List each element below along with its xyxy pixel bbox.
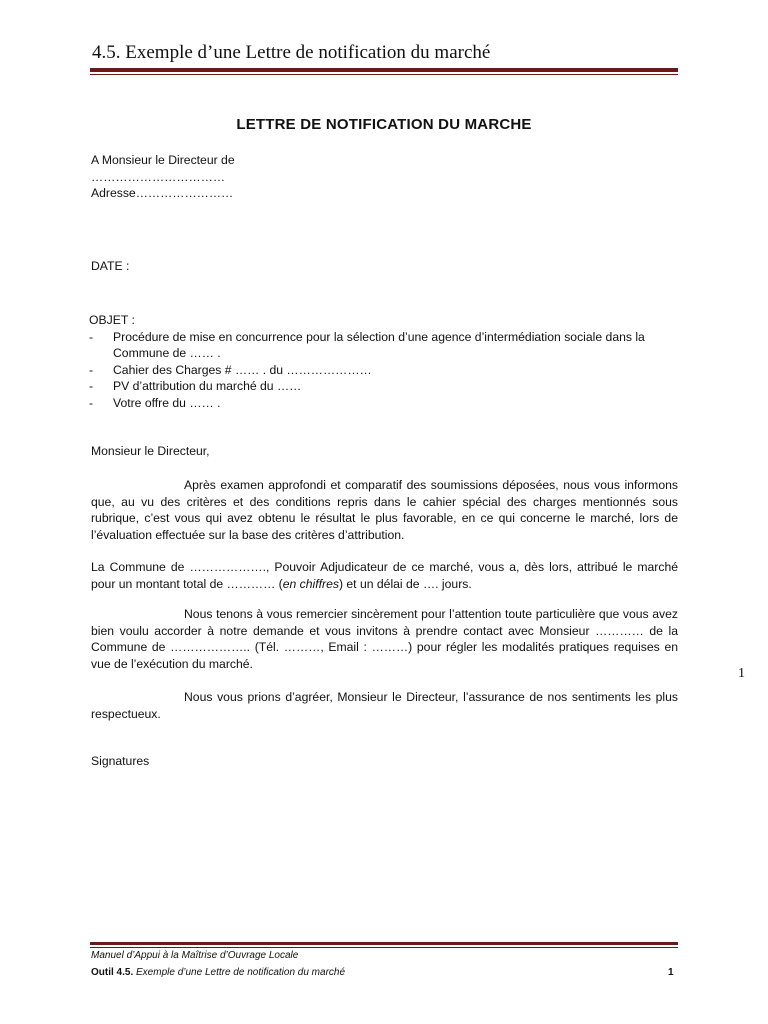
footer-tool-title [91, 967, 345, 978]
footer-page-number: 1 [668, 967, 674, 978]
paragraph-2: La Commune de ………………., Pouvoir Adjudicateur de ce marché, vous a, dès lors, attribué le marché pour un montant total de ………… (en chiffres) et un délai de …. jours. [91, 560, 678, 591]
header-rule-thin [90, 74, 678, 75]
signature-label: Signatures [91, 754, 150, 768]
paragraph-4: Nous vous prions d’agréer, Monsieur le Directeur, l’assurance de nos sentiments les plus respectueux. [91, 690, 678, 721]
paragraph-3: Nous tenons à vous remercier sincèrement pour l’attention toute particulière que vous avez bien voulu accorder à notre demande et vous invitons à prendre contact avec Monsieur ………… de la Commune de ……………….. (Tél. ………, Email : ………) pour régler les modalités pratiques requises en vue de l’exécution du marché. [91, 607, 678, 671]
address-line-2: …………………………… [91, 169, 226, 184]
paragraph-1: Après examen approfondi et comparatif des soumissions déposées, nous vous informons que, au vu des critères et des conditions repris dans le cahier spécial des charges mentionnés sous rubrique, c’est vous qui avez obtenu le résultat le plus favorable, en ce qui concerne le marché, lors de l’évaluation effectuée sur la base des critères d’attribution. [91, 478, 678, 542]
amount-emphasis: en chiffres [282, 576, 339, 591]
salutation: Monsieur le Directeur, [91, 444, 210, 458]
object-item: - PV d’attribution du marché du …… [89, 379, 302, 393]
footer-rule-thick [90, 942, 678, 945]
header-rule-thick [90, 68, 678, 72]
margin-page-number: 1 [738, 666, 745, 681]
footer-tool-name: Exemple d’une Lettre de notification du marché [136, 967, 346, 978]
footer-rule-thin [90, 947, 678, 948]
letter-title: LETTRE DE NOTIFICATION DU MARCHE [236, 116, 532, 133]
date-label: DATE : [91, 259, 130, 273]
object-label: OBJET : [89, 313, 135, 327]
object-item: - Cahier des Charges # …… . du ………………… [89, 362, 372, 377]
recipient-address [91, 152, 678, 202]
footer-tool-label: Outil 4.5. [91, 967, 134, 978]
object-item: - Votre offre du …… . [89, 395, 221, 410]
object-item: - Procédure de mise en concurrence pour la sélection d’une agence d’intermédiation sociale dans la Commune de …… . [89, 329, 645, 360]
address-line-1: A Monsieur le Directeur de [91, 153, 235, 167]
object-section [89, 312, 676, 411]
address-line-3: Adresse…………………… [91, 186, 234, 200]
object-list [89, 329, 676, 412]
footer-manual-title: Manuel d’Appui à la Maîtrise d’Ouvrage Locale [91, 950, 299, 961]
page-header-title: 4.5. Exemple d’une Lettre de notification du marché [92, 42, 491, 63]
